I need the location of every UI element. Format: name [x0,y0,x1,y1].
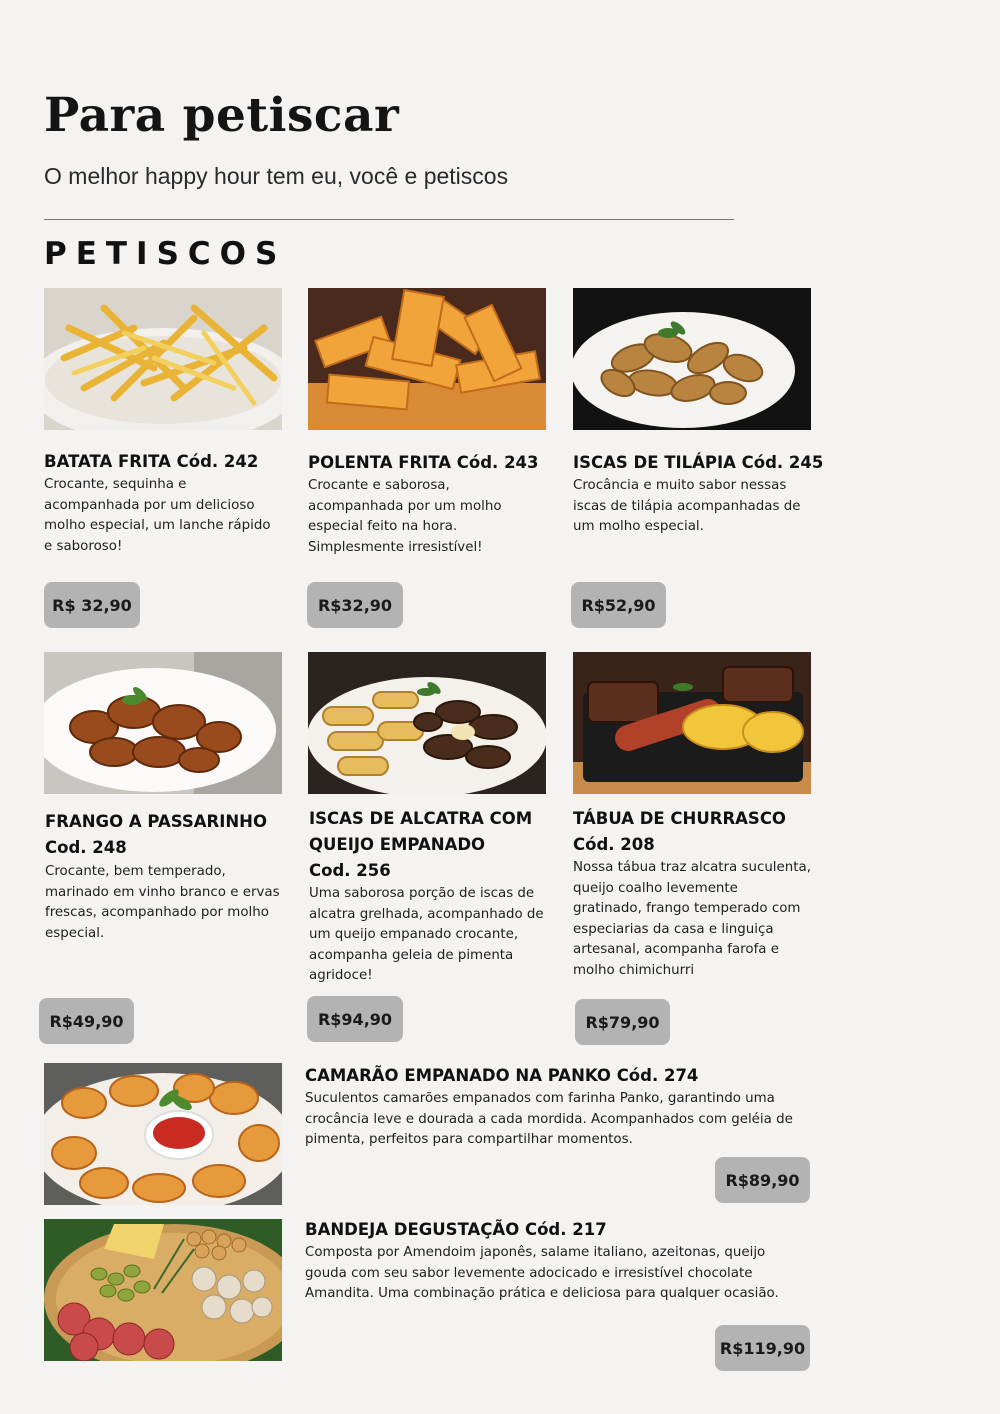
item-name: ISCAS DE ALCATRA COM QUEIJO EMPANADO Cod. 256 [309,809,533,880]
tasting-tray-photo [44,1219,282,1361]
page-title: Para petiscar [44,88,400,143]
divider [44,219,734,220]
item-description: Nossa tábua traz alcatra suculenta, queijo coalho levemente gratinado, frango temperado com especiarias da casa e linguiça artesanal, acompanha farofa e molho chimichurri [573,860,811,978]
price-badge: R$ 32,90 [44,582,140,628]
item-name: POLENTA FRITA Cód. 243 [308,453,539,472]
price-badge: R$89,90 [715,1157,810,1203]
beef-and-cheese-photo [308,652,546,794]
item-description: Composta por Amendoim japonês, salame italiano, azeitonas, queijo gouda com seu sabor levemente adocicado e irresistível chocolate Amandita. Uma combinação prática e deliciosa para qualquer ocasião. [305,1245,779,1302]
item-description: Crocante, bem temperado, marinado em vinho branco e ervas frescas, acompanhado por molho especial. [45,864,280,941]
item-description: Crocância e muito sabor nessas iscas de tilápia acompanhadas de um molho especial. [573,478,801,535]
page-subtitle: O melhor happy hour tem eu, você e petiscos [44,163,509,189]
price-badge: R$119,90 [715,1325,810,1371]
item-description: Crocante, sequinha e acompanhada por um delicioso molho especial, um lanche rápido e saboroso! [44,477,271,554]
breaded-shrimp-photo [44,1063,282,1205]
price-badge: R$49,90 [39,998,134,1044]
fried-chicken-photo [44,652,282,794]
item-name: TÁBUA DE CHURRASCO Cód. 208 [573,809,786,854]
item-name: CAMARÃO EMPANADO NA PANKO Cód. 274 [305,1066,699,1085]
fried-polenta-photo [308,288,546,430]
item-description: Crocante e saborosa, acompanhada por um molho especial feito na hora. Simplesmente irresistível! [308,478,502,555]
tilapia-strips-photo [573,288,811,430]
item-name: BANDEJA DEGUSTAÇÃO Cód. 217 [305,1220,607,1239]
item-description: Suculentos camarões empanados com farinha Panko, garantindo uma crocância leve e dourada a cada mordida. Acompanhados com geléia de pimenta, perfeitos para compartilhar momentos. [305,1091,793,1148]
item-name: BATATA FRITA Cód. 242 [44,452,259,471]
section-heading: PETISCOS [44,236,287,272]
price-badge: R$52,90 [571,582,666,628]
french-fries-photo [44,288,282,430]
barbecue-board-photo [573,652,811,794]
item-description: Uma saborosa porção de iscas de alcatra grelhada, acompanhado de um queijo empanado crocante, acompanha geleia de pimenta agridoce! [309,886,544,984]
item-name: FRANGO A PASSARINHO Cod. 248 [45,812,268,857]
price-badge: R$79,90 [575,999,670,1045]
price-badge: R$32,90 [307,582,403,628]
item-name: ISCAS DE TILÁPIA Cód. 245 [573,453,824,472]
price-badge: R$94,90 [307,996,403,1042]
